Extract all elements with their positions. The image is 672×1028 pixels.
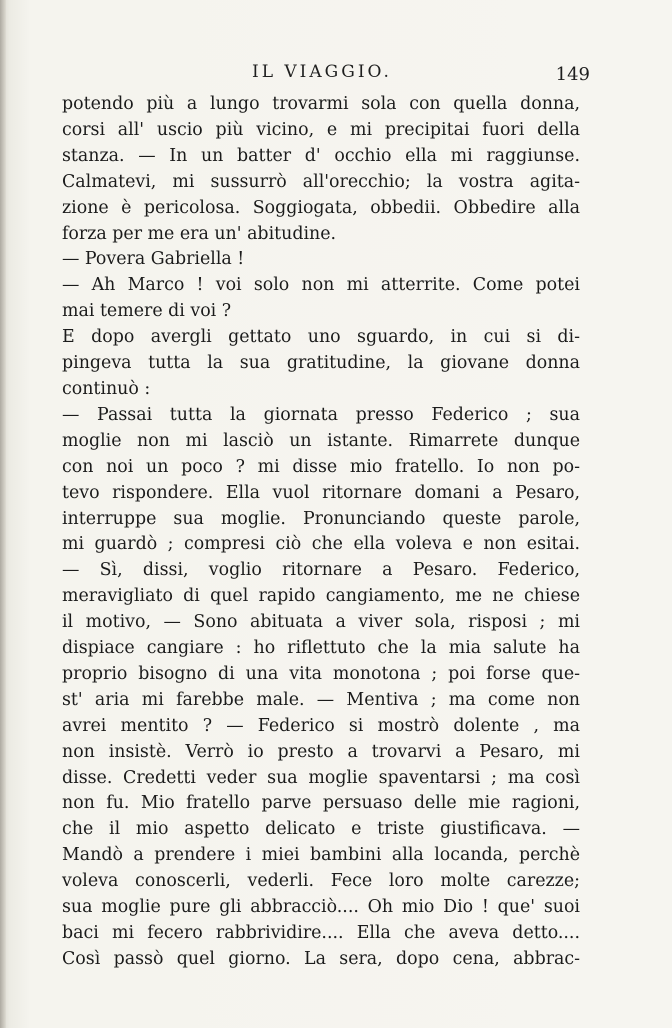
text-line: Mandò a prendere i miei bambini alla locanda, perchè (62, 845, 580, 866)
text-line: forza per me era un' abitudine. (62, 223, 337, 244)
text-line: con noi un poco ? mi disse mio fratello. Io non po- (62, 456, 580, 477)
text-line: — Ah Marco ! voi solo non mi atterrite. Come potei (62, 275, 580, 296)
text-line: moglie non mi lasciò un istante. Rimarrete dunque (62, 430, 580, 451)
text-line: baci mi fecero rabbrividire.... Ella che aveva detto.... (62, 923, 580, 943)
text-line: mai temere di voi ? (62, 301, 232, 322)
text-line: tevo rispondere. Ella vuol ritornare domani a Pesaro, (62, 482, 580, 503)
page-edge-shadow (0, 0, 6, 1028)
text-line: dispiace cangiare : ho riflettuto che la mia salute ha (62, 638, 580, 659)
text-line: st' aria mi farebbe male. — Mentiva ; ma come non (62, 689, 580, 710)
text-line: mi guardò ; compresi ciò che ella voleva e non esitai. (62, 534, 580, 555)
text-line: — Povera Gabriella ! (62, 249, 245, 270)
text-line: zione è pericolosa. Soggiogata, obbedii. Obbedire alla (62, 197, 580, 218)
text-line: pingeva tutta la sua gratitudine, la giovane donna (62, 353, 580, 374)
page-header (60, 62, 590, 86)
text-line: proprio bisogno di una vita monotona ; poi forse que- (62, 663, 580, 684)
text-line: continuò : (62, 378, 151, 399)
text-line: stanza. — In un batter d' occhio ella mi raggiunse. (62, 145, 580, 166)
text-line: meravigliato di quel rapido cangiamento, me ne chiese (62, 586, 580, 607)
text-line: potendo più a lungo trovarmi sola con quella donna, (62, 94, 580, 114)
text-line: il motivo, — Sono abituata a viver sola, risposi ; mi (62, 612, 580, 633)
text-line: — Sì, dissi, voglio ritornare a Pesaro. Federico, (62, 560, 580, 581)
text-line: sua moglie pure gli abbracciò.... Oh mio Dio ! que' suoi (62, 897, 580, 918)
text-line: avrei mentito ? — Federico si mostrò dolente , ma (62, 715, 580, 736)
text-line: corsi all' uscio più vicino, e mi precipitai fuori della (62, 119, 580, 140)
text-line: disse. Credetti veder sua moglie spaventarsi ; ma così (62, 767, 580, 788)
running-title: IL VIAGGIO. (252, 62, 392, 82)
text-line: Calmatevi, mi sussurrò all'orecchio; la vostra agita- (62, 171, 580, 192)
text-line: — Passai tutta la giornata presso Federico ; sua (62, 404, 580, 425)
body-text (62, 92, 580, 973)
page-number: 149 (555, 64, 590, 85)
text-line: che il mio aspetto delicato e triste giustificava. — (62, 819, 580, 840)
text-line: interruppe sua moglie. Pronunciando queste parole, (62, 508, 580, 529)
text-line: Così passò quel giorno. La sera, dopo cena, abbrac- (62, 948, 580, 969)
text-line: non insistè. Verrò io presto a trovarvi a Pesaro, mi (62, 741, 580, 762)
text-line: non fu. Mio fratello parve persuaso delle mie ragioni, (62, 793, 580, 814)
text-line: E dopo avergli gettato uno sguardo, in cui si di- (62, 327, 580, 348)
text-line: voleva conoscerli, vederli. Fece loro molte carezze; (62, 871, 580, 892)
